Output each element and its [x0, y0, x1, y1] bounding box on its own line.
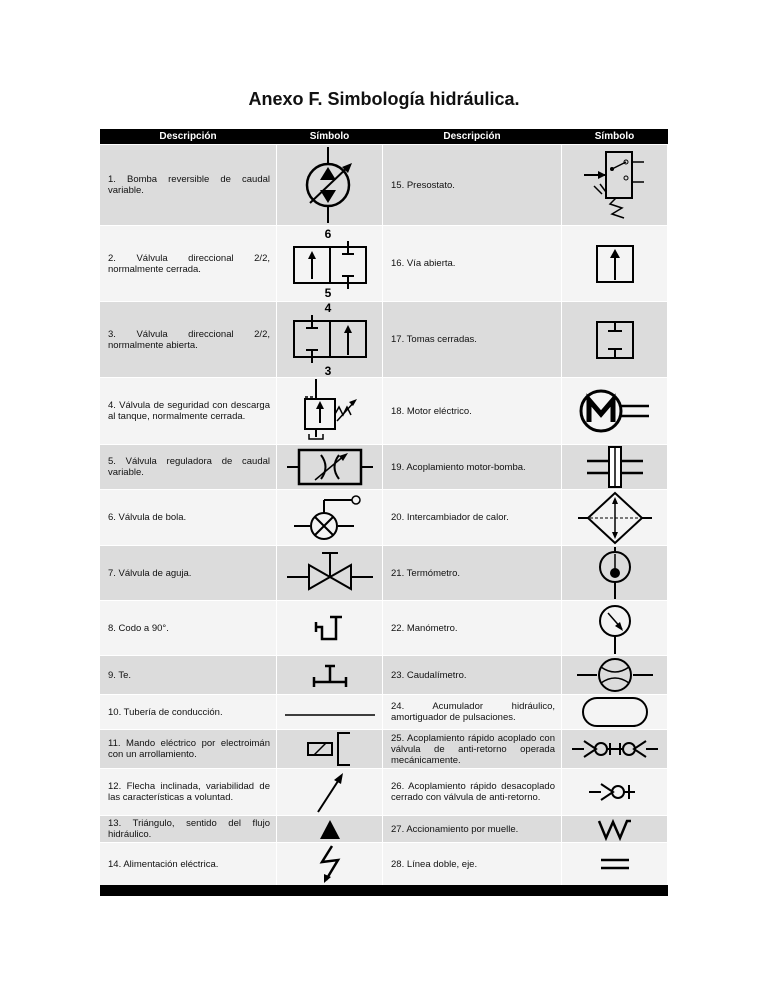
description-27: 27. Accionamiento por muelle.: [391, 823, 519, 835]
header-symbol-2: Símbolo: [594, 131, 635, 142]
description-16: 16. Vía abierta.: [391, 258, 456, 269]
electric-supply-icon: [310, 844, 350, 884]
directional-valve-nc-icon: [290, 227, 370, 301]
port-label-3: 3: [324, 363, 331, 377]
description-26: 26. Acoplamiento rápido desacoplado cerrado con válvula de anti-retorno.: [391, 781, 555, 803]
table-row: [100, 489, 668, 545]
description-20: 20. Intercambiador de calor.: [391, 512, 509, 523]
directional-valve-no-icon: [290, 303, 370, 377]
ball-valve-icon: [290, 492, 370, 544]
table-row: [100, 815, 668, 842]
motor-pump-coupling-icon: [585, 446, 645, 488]
table-row: [100, 444, 668, 489]
thermometer-icon: [595, 547, 635, 599]
flow-triangle-icon: [315, 817, 345, 841]
description-12: 12. Flecha inclinada, variabilidad de las características a voluntad.: [108, 781, 270, 803]
relief-valve-icon: [295, 379, 365, 443]
pressure-switch-icon: [580, 148, 650, 222]
table-row: [100, 655, 668, 694]
coupled-quick-coupling-icon: [570, 733, 660, 765]
description-25: 25. Acoplamiento rápido acoplado con válvula de anti-retorno operada mecánicamente.: [391, 732, 555, 766]
description-18: 18. Motor eléctrico.: [391, 405, 472, 417]
pipe-line-icon: [283, 705, 377, 719]
description-10: 10. Tubería de conducción.: [108, 706, 223, 718]
needle-valve-icon: [285, 549, 375, 597]
spring-actuation-icon: [595, 817, 635, 841]
open-way-icon: [593, 242, 637, 286]
description-22: 22. Manómetro.: [391, 622, 458, 634]
description-7: 7. Válvula de aguja.: [108, 567, 192, 579]
port-label-6: 6: [324, 226, 331, 241]
solenoid-icon: [300, 731, 360, 767]
double-line-shaft-icon: [595, 854, 635, 874]
tee-icon: [310, 662, 350, 688]
table-row: [100, 729, 668, 768]
manometer-icon: [595, 602, 635, 654]
table-row: [100, 225, 668, 301]
table-footer-bar: [100, 885, 668, 896]
electric-motor-icon: [575, 386, 655, 436]
heat-exchanger-icon: [578, 491, 652, 545]
description-13: 13. Triángulo, sentido del flujo hidráulico.: [108, 818, 270, 840]
description-9: 9. Te.: [108, 669, 132, 681]
table-row: [100, 768, 668, 815]
description-2: 2. Válvula direccional 2/2, normalmente cerrada.: [108, 252, 270, 275]
variable-reversible-pump-icon: [290, 147, 370, 223]
description-23: 23. Caudalímetro.: [391, 669, 467, 681]
accumulator-icon: [575, 696, 655, 728]
flowmeter-icon: [575, 657, 655, 693]
description-1: 1. Bomba reversible de caudal variable.: [108, 174, 270, 196]
table-row: [100, 545, 668, 600]
table-row: [100, 600, 668, 655]
inclined-arrow-icon: [310, 770, 350, 814]
table-header: [100, 129, 668, 144]
description-17: 17. Tomas cerradas.: [391, 334, 477, 345]
description-3: 3. Válvula direccional 2/2, normalmente abierta.: [108, 328, 270, 351]
description-8: 8. Codo a 90°.: [108, 622, 169, 634]
description-14: 14. Alimentación eléctrica.: [108, 858, 219, 870]
description-24: 24. Acumulador hidráulico, amortiguador de pulsaciones.: [391, 701, 555, 723]
table-row: [100, 842, 668, 885]
page-title: Anexo F. Simbología hidráulica.: [248, 89, 520, 109]
description-15: 15. Presostato.: [391, 179, 455, 191]
description-28: 28. Línea doble, eje.: [391, 858, 478, 870]
port-label-5: 5: [324, 285, 331, 300]
description-19: 19. Acoplamiento motor-bomba.: [391, 461, 526, 473]
description-11: 11. Mando eléctrico por electroimán con un arrollamiento.: [108, 738, 270, 760]
description-5: 5. Válvula reguladora de caudal variable.: [108, 456, 270, 478]
uncoupled-quick-coupling-icon: [585, 776, 645, 808]
elbow-90-icon: [310, 613, 350, 643]
description-4: 4. Válvula de seguridad con descarga al tanque, normalmente cerrada.: [108, 400, 270, 422]
table-row: [100, 694, 668, 729]
flow-control-valve-icon: [287, 447, 373, 487]
table-row: [100, 377, 668, 444]
closed-ports-icon: [593, 318, 637, 362]
header-description-1: Descripción: [159, 131, 217, 142]
header-symbol-1: Símbolo: [309, 131, 350, 142]
description-6: 6. Válvula de bola.: [108, 512, 187, 523]
symbol-table: [100, 129, 668, 896]
table-row: [100, 301, 668, 377]
header-description-2: Descripción: [443, 131, 501, 142]
port-label-4: 4: [324, 302, 331, 315]
table-row: [100, 144, 668, 225]
description-21: 21. Termómetro.: [391, 567, 460, 579]
